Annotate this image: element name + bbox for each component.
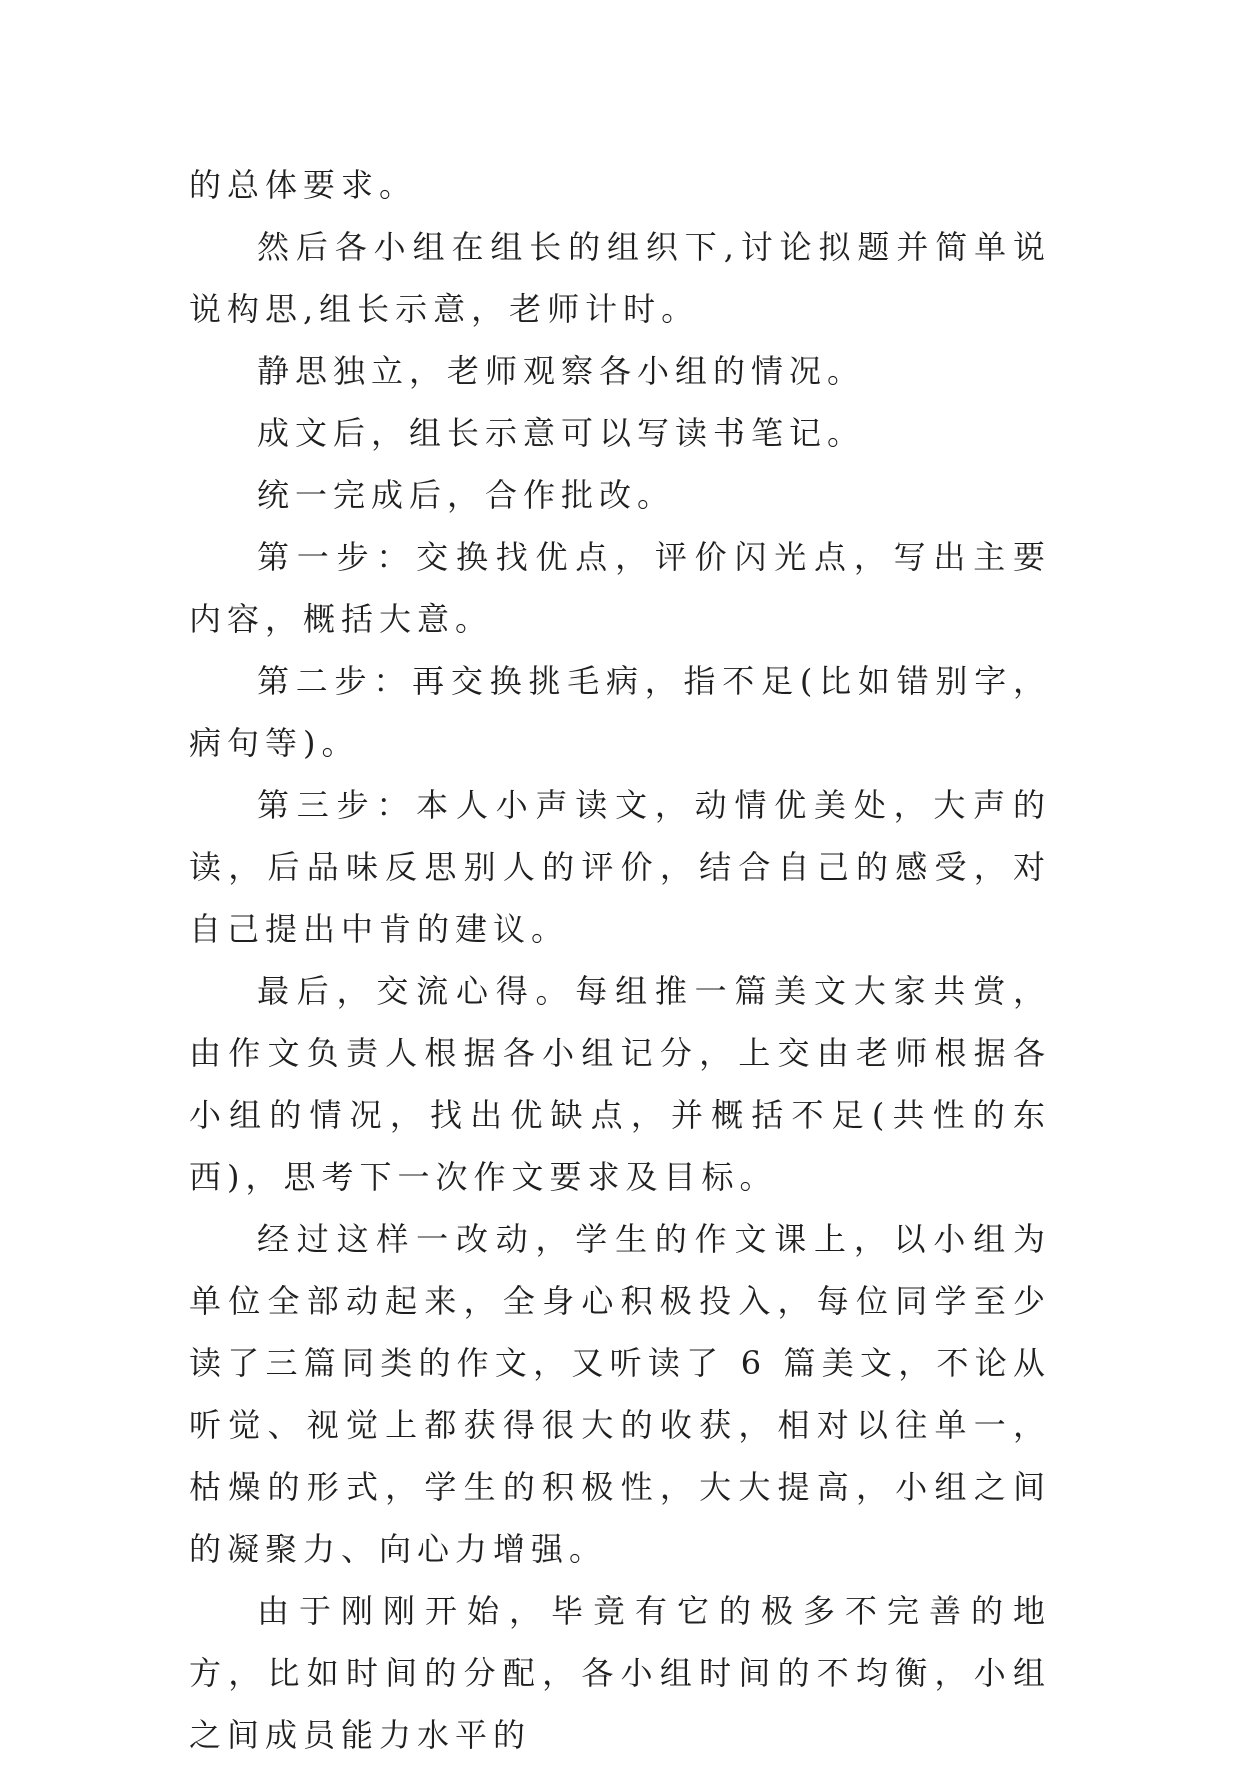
paragraph-11: 由于刚刚开始，毕竟有它的极多不完善的地方，比如时间的分配，各小组时间的不均衡，小组之间成员能力水平的 [189, 1592, 1051, 1754]
paragraph-6: 第一步：交换找优点，评价闪光点，写出主要内容，概括大意。 [189, 538, 1051, 638]
paragraph-7: 第二步：再交换挑毛病，指不足(比如错别字，病句等)。 [189, 662, 1051, 762]
paragraph-4: 成文后，组长示意可以写读书笔记。 [257, 414, 866, 452]
document-body [189, 154, 1051, 1766]
paragraph-2: 然后各小组在组长的组织下,讨论拟题并简单说说构思,组长示意，老师计时。 [189, 228, 1051, 328]
paragraph-1: 的总体要求。 [189, 166, 418, 204]
paragraph-9: 最后，交流心得。每组推一篇美文大家共赏，由作文负责人根据各小组记分，上交由老师根据各小组的情况，找出优缺点，并概括不足(共性的东西)，思考下一次作文要求及目标。 [189, 972, 1051, 1196]
paragraph-5: 统一完成后，合作批改。 [257, 476, 676, 514]
paragraph-3: 静思独立，老师观察各小组的情况。 [257, 352, 866, 390]
paragraph-8: 第三步：本人小声读文，动情优美处，大声的读，后品味反思别人的评价，结合自己的感受，对自己提出中肯的建议。 [189, 786, 1051, 948]
paragraph-10: 经过这样一改动，学生的作文课上，以小组为单位全部动起来，全身心积极投入，每位同学至少读了三篇同类的作文，又听读了 6 篇美文，不论从听觉、视觉上都获得很大的收获，相对以往单一，枯燥的形式，学生的积极性，大大提高，小组之间的凝聚力、向心力增强。 [189, 1220, 1051, 1568]
